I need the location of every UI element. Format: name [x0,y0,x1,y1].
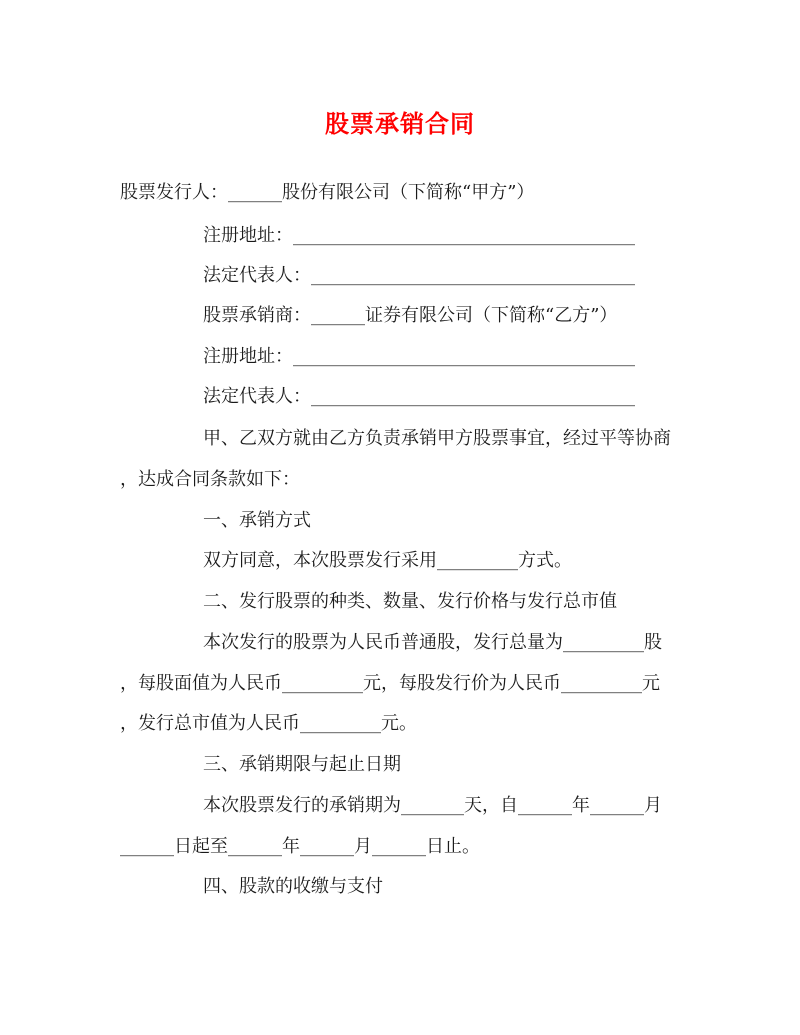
section-3-text-2: ______日起至______年______月______日止。 [120,836,480,857]
underwriter-representative-line: 法定代表人：____________________________________ [203,386,635,407]
issuer-representative-line: 法定代表人：____________________________________ [203,265,635,286]
underwriter-address-line: 注册地址：______________________________________ [203,346,635,367]
issuer-address-line: 注册地址：______________________________________ [203,225,635,246]
section-heading-1: 一、承销方式 [203,510,311,531]
section-1-text: 双方同意，本次股票发行采用_________方式。 [203,550,572,571]
preamble-line-1: 甲、乙双方就由乙方负责承销甲方股票事宜，经过平等协商 [203,428,671,449]
section-2-text-2: ，每股面值为人民币_________元，每股发行价为人民币_________元 [120,673,660,694]
section-heading-4: 四、股款的收缴与支付 [203,876,383,897]
section-3-text-1: 本次股票发行的承销期为_______天，自______年______月 [203,795,662,816]
section-heading-3: 三、承销期限与起止日期 [203,754,401,775]
document-title: 股票承销合同 [325,109,475,138]
preamble-line-2: ，达成合同条款如下： [120,469,300,490]
section-2-text-1: 本次发行的股票为人民币普通股，发行总量为_________股 [203,632,662,653]
section-2-text-3: ，发行总市值为人民币_________元。 [120,713,417,734]
issuer-line: 股票发行人：______股份有限公司（下简称“甲方”） [120,182,535,203]
underwriter-line: 股票承销商：______证券有限公司（下简称“乙方”） [203,305,618,326]
section-heading-2: 二、发行股票的种类、数量、发行价格与发行总市值 [203,591,617,612]
